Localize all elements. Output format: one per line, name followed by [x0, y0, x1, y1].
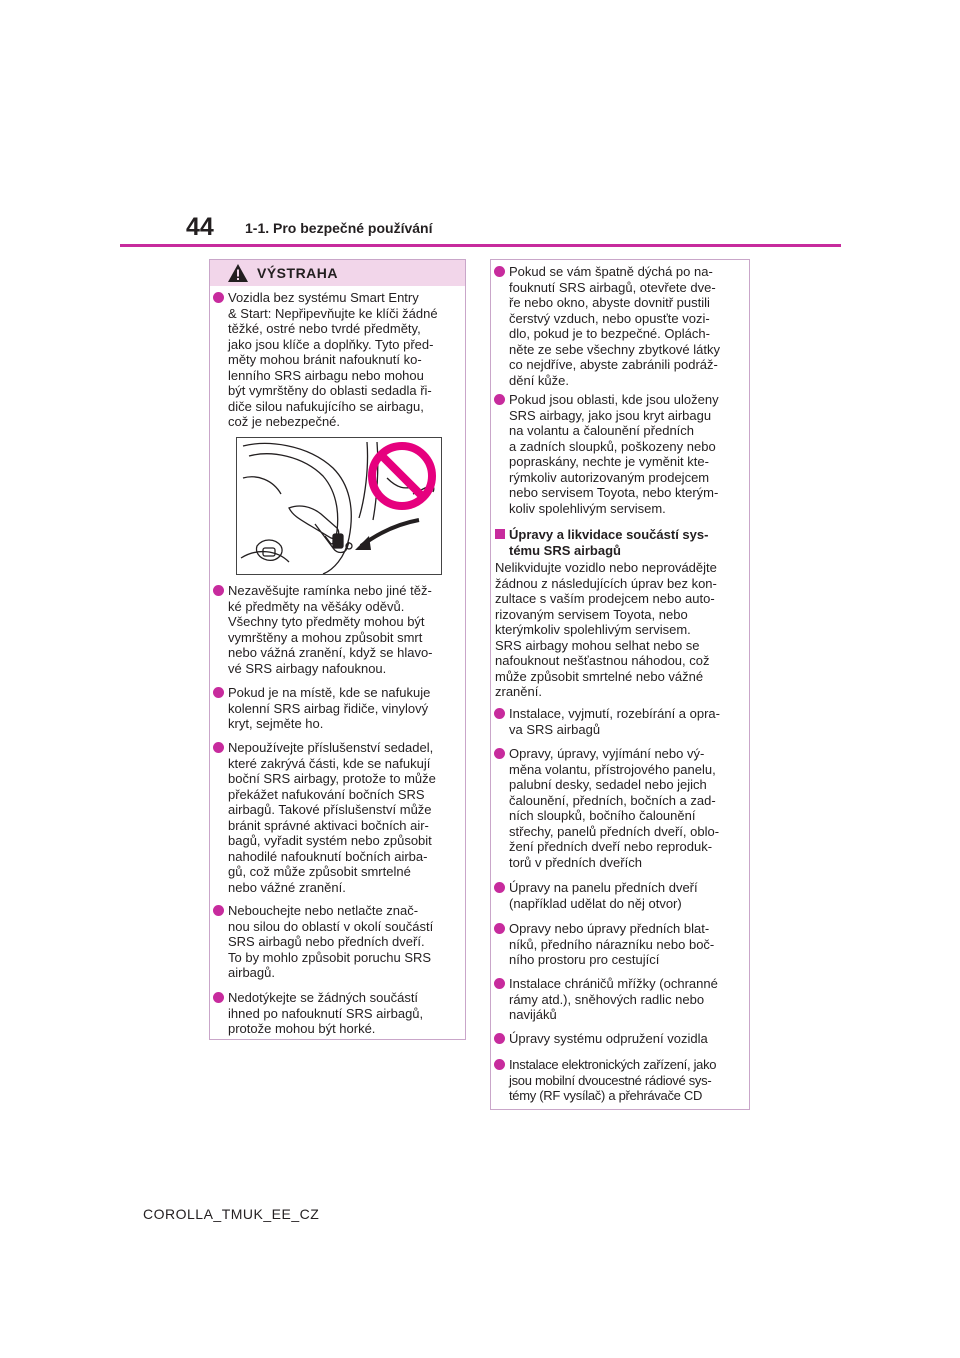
- warning-item-text: Vozidla bez systému Smart Entry & Start: Nepřipevňujte ke klíči žádné těžké, ostré nebo tvrdé předměty, jako jsou klíče a doplňky. Tyto před- měty mohou bránit nafouknutí ko- lenního SRS airbagu nebo mohou být vymrštěny do oblasti sedadla ři- diče silou nafukujícího se airbagu, což je nebezpečné.: [228, 290, 438, 429]
- right-item-text: Instalace elektronických zařízení, jako jsou mobilní dvoucestné rádiové sys- témy (RF vysílač) a přehrávače CD: [509, 1057, 717, 1103]
- subsection-heading: [494, 527, 747, 558]
- warning-item-6: [213, 990, 463, 1037]
- bullet-icon: [494, 748, 505, 759]
- warning-item-2: [213, 583, 463, 676]
- right-item-5: [494, 880, 747, 911]
- bullet-icon: [494, 266, 505, 277]
- right-item-text: Úpravy systému odpružení vozidla: [509, 1031, 708, 1046]
- right-item-text: Instalace chráničů mřížky (ochranné rámy atd.), sněhových radlic nebo navijáků: [509, 976, 718, 1022]
- warning-item-3: [213, 685, 463, 732]
- right-item-7: [494, 976, 747, 1023]
- bullet-icon: [213, 585, 224, 596]
- right-item-text: Instalace, vyjmutí, rozebírání a opra- va SRS airbagů: [509, 706, 720, 737]
- right-item-text: Pokud jsou oblasti, kde jsou uloženy SRS airbagy, jako jsou kryt airbagu na volantu a čalounění předních a zadních sloupků, poškozeny nebo popraskány, nechte je vyměnit kte- rýmkoliv autorizovaným prodejcem nebo servisem Toyota, nebo kterým- koliv spolehlivým servisem.: [509, 392, 719, 516]
- right-item-text: Úpravy na panelu předních dveří (například udělat do něj otvor): [509, 880, 698, 911]
- bullet-icon: [213, 687, 224, 698]
- bullet-icon: [494, 882, 505, 893]
- steering-column-key-illustration: [236, 437, 442, 575]
- subsection-heading-text: Úpravy a likvidace součástí sys- tému SRS airbagů: [509, 527, 709, 558]
- document-code: COROLLA_TMUK_EE_CZ: [143, 1206, 320, 1222]
- bullet-icon: [213, 992, 224, 1003]
- bullet-icon: [494, 394, 505, 405]
- right-item-1: [494, 264, 747, 388]
- right-item-8: [494, 1031, 747, 1047]
- bullet-icon: [494, 1033, 505, 1044]
- right-item-2: [494, 392, 747, 516]
- warning-title: VÝSTRAHA: [257, 265, 339, 281]
- warning-item-text: Nezavěšujte ramínka nebo jiné těž- ké předměty na věšáky oděvů. Všechny tyto předměty mohou být vymrštěny a mohou způsobit smrt nebo vážná zranění, když se hlavo- vé SRS airbagy nafouknou.: [228, 583, 433, 676]
- right-item-text: Opravy, úpravy, vyjímání nebo vý- měna volantu, přístrojového panelu, palubní desky, sedadel nebo jejich čalounění, předních, bočních a zad- ních sloupků, bočního čalounění střechy, panelů předních dveří, oblo- žení předních dveří nebo reproduk- torů v předních dveřích: [509, 746, 720, 870]
- bullet-icon: [494, 708, 505, 719]
- bullet-icon: [213, 292, 224, 303]
- bullet-icon: [494, 923, 505, 934]
- right-item-3: [494, 706, 747, 737]
- warning-item-5: [213, 903, 463, 981]
- bullet-icon: [213, 905, 224, 916]
- warning-header: [210, 260, 465, 286]
- page-number: 44: [186, 213, 214, 241]
- warning-item-text: Nedotýkejte se žádných součástí ihned po nafouknutí SRS airbagů, protože mohou být horké.: [228, 990, 424, 1036]
- square-bullet-icon: [495, 529, 505, 539]
- warning-triangle-icon: [227, 263, 249, 283]
- warning-item-1: [213, 290, 463, 430]
- right-item-text: Opravy nebo úpravy předních blat- níků, předního nárazníku nebo boč- ního prostoru pro cestující: [509, 921, 715, 967]
- bullet-icon: [494, 978, 505, 989]
- right-item-9: [494, 1057, 747, 1104]
- warning-item-text: Nepoužívejte příslušenství sedadel, které zakrývá části, kde se nafukují boční SRS airbagy, protože to může překážet nafukování bočních SRS airbagů. Takové příslušenství může bránit správné aktivaci bočních air- bagů, vyřadit systém nebo způsobit nahodilé nafouknutí bočních airba- gů, což může způsobit smrtelné nebo vážné zranění.: [228, 740, 436, 895]
- right-item-4: [494, 746, 747, 870]
- right-item-6: [494, 921, 747, 968]
- right-item-text: Pokud se vám špatně dýchá po na- fouknutí SRS airbagů, otevřete dve- ře nebo okno, abyste dovnitř pustili čerstvý vzduch, nebo opusťte vozi- dlo, pokud je to bezpečné. Oplách- něte ze sebe všechny zbytkové látky co nejdříve, abyste zabránili podráž- dění kůže.: [509, 264, 721, 388]
- warning-item-text: Pokud je na místě, kde se nafukuje kolenní SRS airbag řidiče, vinylový kryt, sejměte ho.: [228, 685, 431, 731]
- subsection-paragraph: Nelikvidujte vozidlo nebo neprovádějte žádnou z následujících úprav bez kon- zultace s vaším prodejcem nebo auto- rizovaným servisem Toyota, nebo kterýmkoliv spolehlivým servisem. SRS airbagy mohou selhat nebo se nafouknout nešťastnou náhodou, což může způsobit smrtelné nebo vážné zranění.: [495, 560, 717, 699]
- warning-item-4: [213, 740, 463, 895]
- bullet-icon: [213, 742, 224, 753]
- warning-item-text: Nebouchejte nebo netlačte znač- nou silou do oblastí v okolí součástí SRS airbagů nebo předních dveří. To by mohlo způsobit poruchu SRS airbagů.: [228, 903, 434, 980]
- section-title: 1-1. Pro bezpečné používání: [245, 220, 433, 236]
- illustration-drawing: [237, 438, 441, 574]
- bullet-icon: [494, 1059, 505, 1070]
- header-rule: [120, 244, 841, 247]
